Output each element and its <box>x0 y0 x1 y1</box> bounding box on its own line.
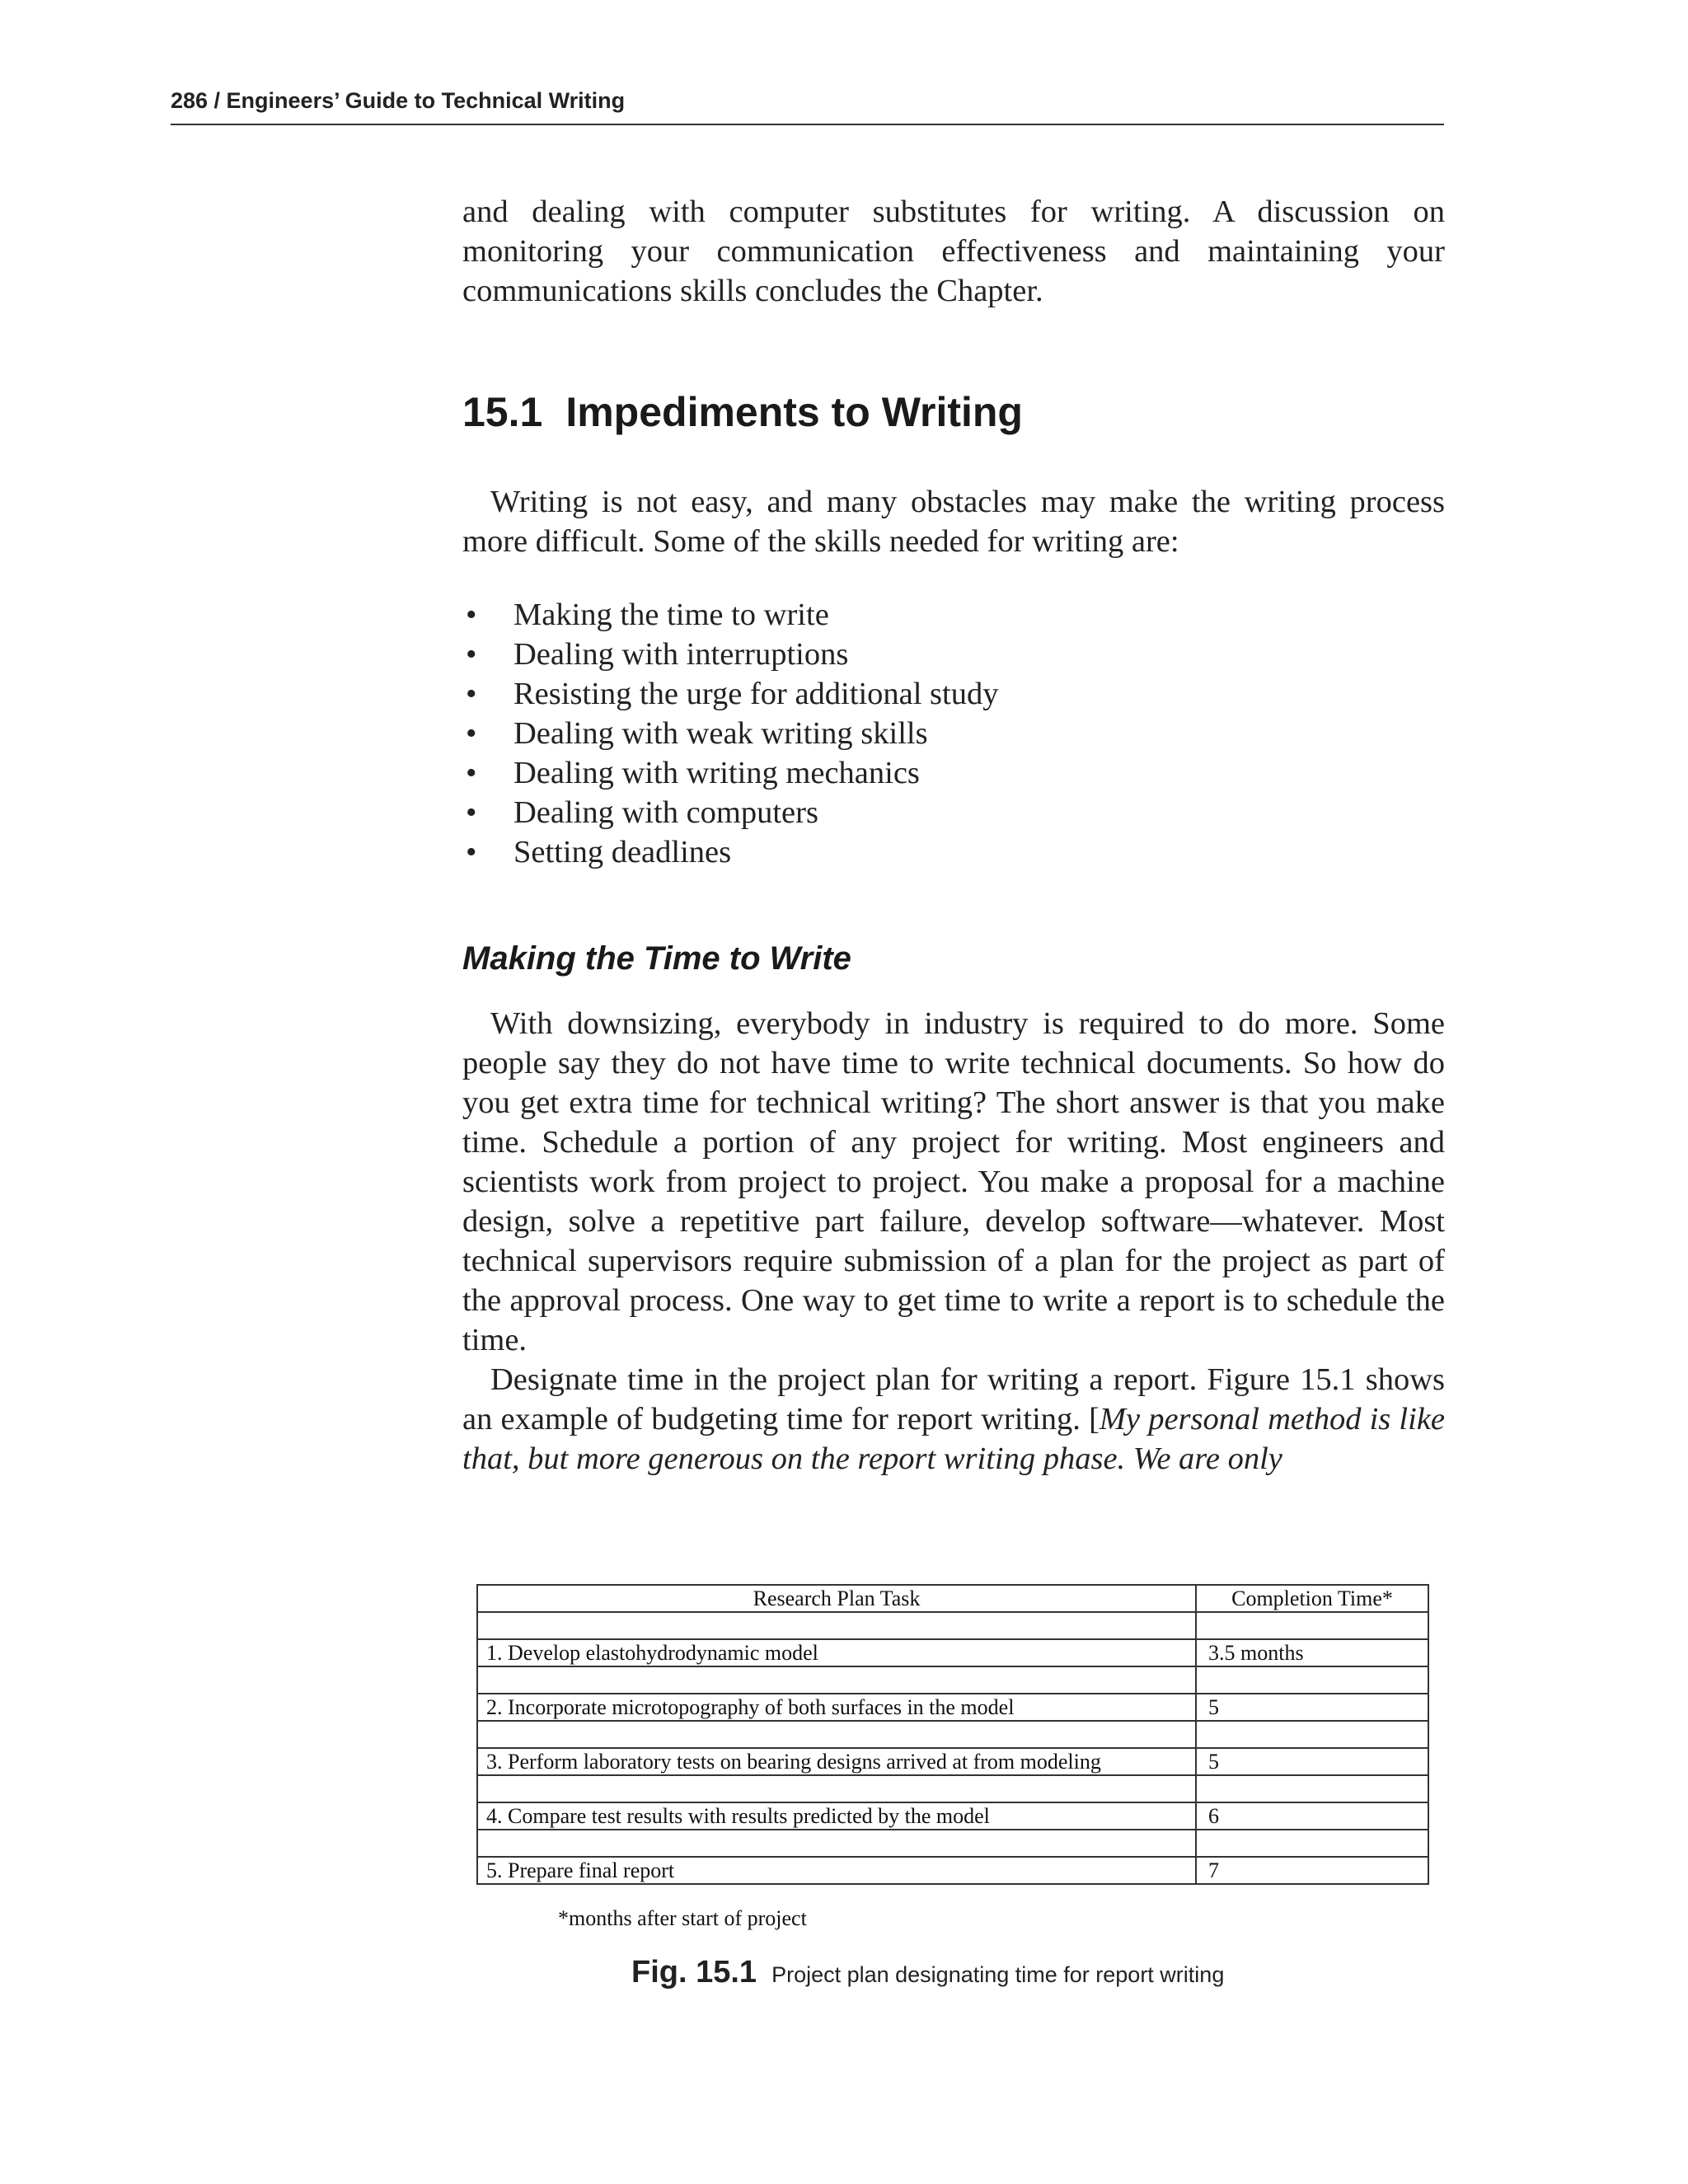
figure-label: Fig. 15.1 <box>631 1955 757 1990</box>
bullet-icon: • <box>466 677 477 711</box>
column-header-task: Research Plan Task <box>477 1585 1196 1612</box>
task-cell: 2. Incorporate microtopography of both surfaces in the model <box>477 1694 1196 1721</box>
intro-paragraph-block <box>462 192 1445 311</box>
section-title: Impediments to Writing <box>565 389 1023 435</box>
list-item: • Resisting the urge for additional study <box>462 674 1445 714</box>
subsection-body <box>462 1004 1445 1479</box>
list-item: • Dealing with computers <box>462 793 1445 832</box>
list-item: • Setting deadlines <box>462 832 1445 872</box>
italic-aside: My personal method is like that, but more generous on the report writing phase. We are only <box>462 1402 1446 1476</box>
bullet-icon: • <box>466 598 477 632</box>
body-paragraph-2: Designate time in the project plan for writing a report. Figure 15.1 shows an example of budgeting time for report writing. [My personal method is like that, but more generous on the report writing phase. We are only <box>462 1362 1446 1476</box>
bullet-icon: • <box>466 795 477 830</box>
table-row <box>477 1694 1428 1721</box>
time-cell: 6 <box>1196 1802 1428 1830</box>
running-header: 286 / Engineers’ Guide to Technical Writing <box>171 86 1444 125</box>
time-cell: 3.5 months <box>1196 1639 1428 1666</box>
figure-caption <box>631 1955 1456 1990</box>
subsection-heading: Making the Time to Write <box>462 940 851 977</box>
task-cell: 3. Perform laboratory tests on bearing designs arrived at from modeling <box>477 1748 1196 1775</box>
list-item: • Making the time to write <box>462 595 1445 635</box>
intro-paragraph: and dealing with computer substitutes for writing. A discussion on monitoring your communication effectiveness and maintaining your communications skills concludes the Chapter. <box>462 194 1445 308</box>
figure-caption-text: Project plan designating time for report writing <box>771 1962 1225 1987</box>
table-row <box>477 1639 1428 1666</box>
column-header-time: Completion Time* <box>1196 1585 1428 1612</box>
list-item: • Dealing with weak writing skills <box>462 714 1445 753</box>
section-intro-block <box>462 482 1445 561</box>
research-plan-table <box>476 1584 1429 1885</box>
skills-bullet-list <box>462 595 1445 872</box>
section-number: 15.1 <box>462 389 543 435</box>
table-footnote: *months after start of project <box>558 1906 807 1930</box>
time-cell: 5 <box>1196 1748 1428 1775</box>
table-row <box>477 1748 1428 1775</box>
list-item: • Dealing with writing mechanics <box>462 753 1445 793</box>
table-spacer-row <box>477 1612 1428 1639</box>
table-row <box>477 1802 1428 1830</box>
table-spacer-row <box>477 1721 1428 1748</box>
task-cell: 1. Develop elastohydrodynamic model <box>477 1639 1196 1666</box>
list-item: • Dealing with interruptions <box>462 635 1445 674</box>
bullet-icon: • <box>466 637 477 672</box>
task-cell: 5. Prepare final report <box>477 1857 1196 1884</box>
time-cell: 5 <box>1196 1694 1428 1721</box>
table-spacer-row <box>477 1775 1428 1802</box>
table-spacer-row <box>477 1666 1428 1694</box>
table-spacer-row <box>477 1830 1428 1857</box>
task-cell: 4. Compare test results with results predicted by the model <box>477 1802 1196 1830</box>
bullet-icon: • <box>466 756 477 790</box>
section-heading <box>462 387 1023 437</box>
bullet-icon: • <box>466 716 477 751</box>
bullet-icon: • <box>466 835 477 869</box>
table-row <box>477 1857 1428 1884</box>
section-intro-paragraph: Writing is not easy, and many obstacles may make the writing process more difficult. Some of the skills needed for writing are: <box>462 485 1445 559</box>
table-header-row <box>477 1585 1428 1612</box>
time-cell: 7 <box>1196 1857 1428 1884</box>
body-paragraph-1: With downsizing, everybody in industry is required to do more. Some people say they do not have time to write technical documents. So how do you get extra time for technical writing? The short answer is that you make time. Schedule a portion of any project for writing. Most engineers and scientists work from project to project. You make a proposal for a machine design, solve a repetitive part failure, develop software—whatever. Most technical supervisors require submission of a plan for the project as part of the approval process. One way to get time to write a report is to schedule the time. <box>462 1006 1445 1357</box>
